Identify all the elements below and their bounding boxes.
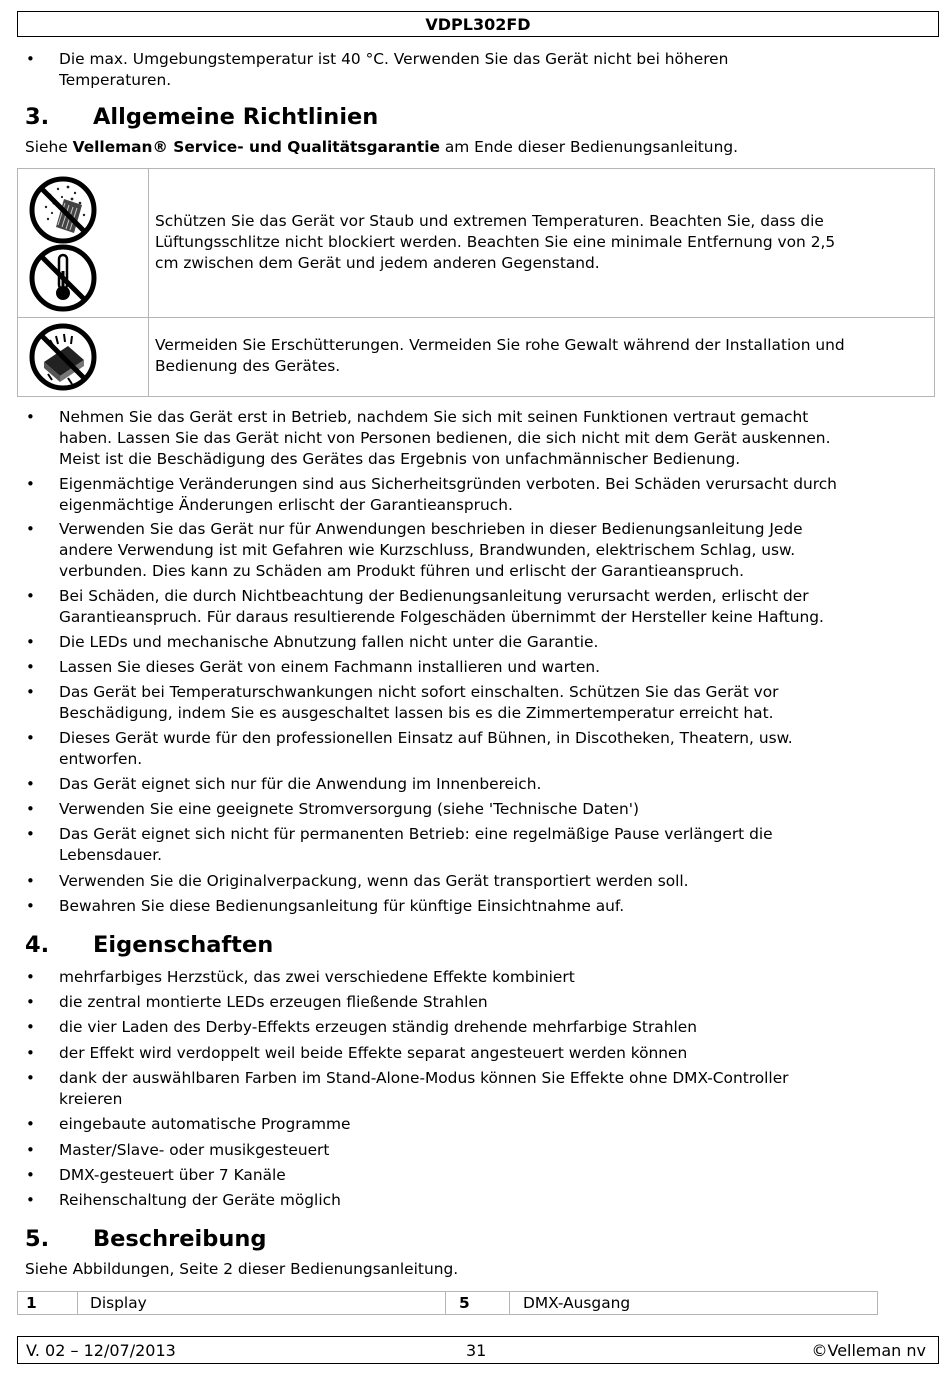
section-number: 5. (25, 1226, 50, 1252)
no-dust-icon (28, 175, 98, 249)
section-number: 3. (25, 104, 50, 130)
copyright: ©Velleman nv (811, 1341, 926, 1360)
no-shock-icon (28, 322, 98, 396)
section-title: Allgemeine Richtlinien (93, 104, 379, 130)
version-date: V. 02 – 12/07/2013 (26, 1341, 176, 1360)
section-title: Eigenschaften (93, 932, 274, 958)
description-table (17, 1291, 878, 1315)
bullet-dot: • (26, 50, 35, 68)
part-number: 1 (26, 1294, 37, 1312)
warranty-name: Velleman® Service- und Qualitätsgarantie (72, 138, 440, 156)
warning-table (17, 168, 935, 397)
illustration-reference: Siehe Abbildungen, Seite 2 dieser Bedienungsanleitung. (25, 1260, 459, 1278)
page-footer (17, 1336, 939, 1364)
part-number: 5 (459, 1294, 470, 1312)
section-title: Beschreibung (93, 1226, 267, 1252)
manual-page: VDPL302FD • Die max. Umgebungstemperatur ist 40 °C. Verwenden Sie das Gerät nicht bei höheren Temperaturen. 3. Allgemeine Richtlinien Siehe Velleman® Service- und Qualitätsgarantie am Ende dieser Bedienungsanleitung. Schützen Sie das Gerät vor Staub und extremen Temperaturen. Beachten Sie, dass die Lüftungsschlitze nicht blockiert werden. Beachten Sie eine minimale Entfernung von 2,5 cm zwischen dem Gerät und jedem anderen Gegenstand. Vermeiden Sie Erschütterungen. Vermeiden Sie rohe Gewalt während der Installation und Bedienung des Gerätes. • Nehmen Sie das Gerät erst in Betrieb, nachdem Sie sich mit seinen Funktionen vertraut gemacht haben. Lassen Sie das Gerät nicht von Personen bedienen, die sich nicht mit dem Gerät auskennen. Meist ist die Beschädigung des Gerätes das Ergebnis von unfachmännischer Bedienung. • Eigenmächtige Veränderungen sind aus Sicherheitsgründen verboten. Bei Schäden verursacht durch eigenmächtige Änderungen erlischt der Garantieanspruch. • Verwenden Sie das Gerät nur für Anwendungen beschrieben in dieser Bedienungsanleitung Jede andere Verwendung ist mit Gefahren wie Kurzschluss, Brandwunden, elektrischem Schlag, usw. verbunden. Dies kann zu Schäden am Produkt führen und erlischt der Garantieanspruch. • Bei Schäden, die durch Nichtbeachtung der Bedienungsanleitung verursacht werden, erlischt der Garantieanspruch. Für daraus resultierende Folgeschäden übernimmt der Hersteller keine Haftung. • Die LEDs und mechanische Abnutzung fallen nicht unter die Garantie. • Lassen Sie dieses Gerät von einem Fachmann installieren und warten. • Das Gerät bei Temperaturschwankungen nicht sofort einschalten. Schützen Sie das Gerät vor Beschädigung, indem Sie es ausgeschaltet lassen bis es die Zimmertemperatur erreicht hat. • Dieses Gerät wurde für den professionellen Einsatz auf Bühnen, in Discotheken, Theatern, usw. entworfen. • Das Gerät eignet sich nur für die Anwendung im Innenbereich. • Verwenden Sie eine geeignete Stromversorgung (siehe 'Technische Daten') • Das Gerät eignet sich nicht für permanenten Betrieb: eine regelmäßige Pause verlängert die Lebensdauer. • Verwenden Sie die Originalverpackung, wenn das Gerät transportiert werden soll. • Bewahren Sie diese Bedienungsanleitung für künftige Einsichtnahme auf. 4. Eigenschaften • mehrfarbiges Herzstück, das zwei verschiedene Effekte kombiniert • die zentral montierte LEDs erzeugen fließende Strahlen • die vier Laden des Derby-Effekts erzeugen ständig drehende mehrfarbige Strahlen • der Effekt wird verdoppelt weil beide Effekte separat angesteuert werden können • dank der auswählbaren Farben im Stand-Alone-Modus können Sie Effekte ohne DMX-Controller kreieren • eingebaute automatische Programme • Master/Slave- oder musikgesteuert • DMX-gesteuert über 7 Kanäle • Reihenschaltung der Geräte möglich 5. Beschreibung Siehe Abbildungen, Seite 2 dieser Bedienungsanleitung. 1 Display 5 DMX-Ausgang V. 02 – 12/07/2013 31 ©Velleman nv (0, 0, 950, 1374)
part-label: DMX-Ausgang (523, 1294, 631, 1312)
model-name: VDPL302FD (425, 15, 531, 34)
section-number: 4. (25, 932, 50, 958)
page-number: 31 (466, 1341, 487, 1360)
no-temperature-icon (28, 243, 98, 317)
part-label: Display (90, 1294, 147, 1312)
warranty-reference: Siehe Velleman® Service- und Qualitätsgarantie am Ende dieser Bedienungsanleitung. (25, 138, 738, 156)
bullet-text: Die max. Umgebungstemperatur ist 40 °C. Verwenden Sie das Gerät nicht bei höheren Temperaturen. (59, 50, 729, 89)
warning-text-dust: Schützen Sie das Gerät vor Staub und extremen Temperaturen. Beachten Sie, dass die Lüftungsschlitze nicht blockiert werden. Beachten Sie eine minimale Entfernung von 2,5 cm zwischen dem Gerät und jedem anderen Gegenstand. (155, 212, 836, 272)
warning-text-shock: Vermeiden Sie Erschütterungen. Vermeiden Sie rohe Gewalt während der Installation und Bedienung des Gerätes. (155, 336, 845, 375)
page-header (17, 11, 939, 37)
